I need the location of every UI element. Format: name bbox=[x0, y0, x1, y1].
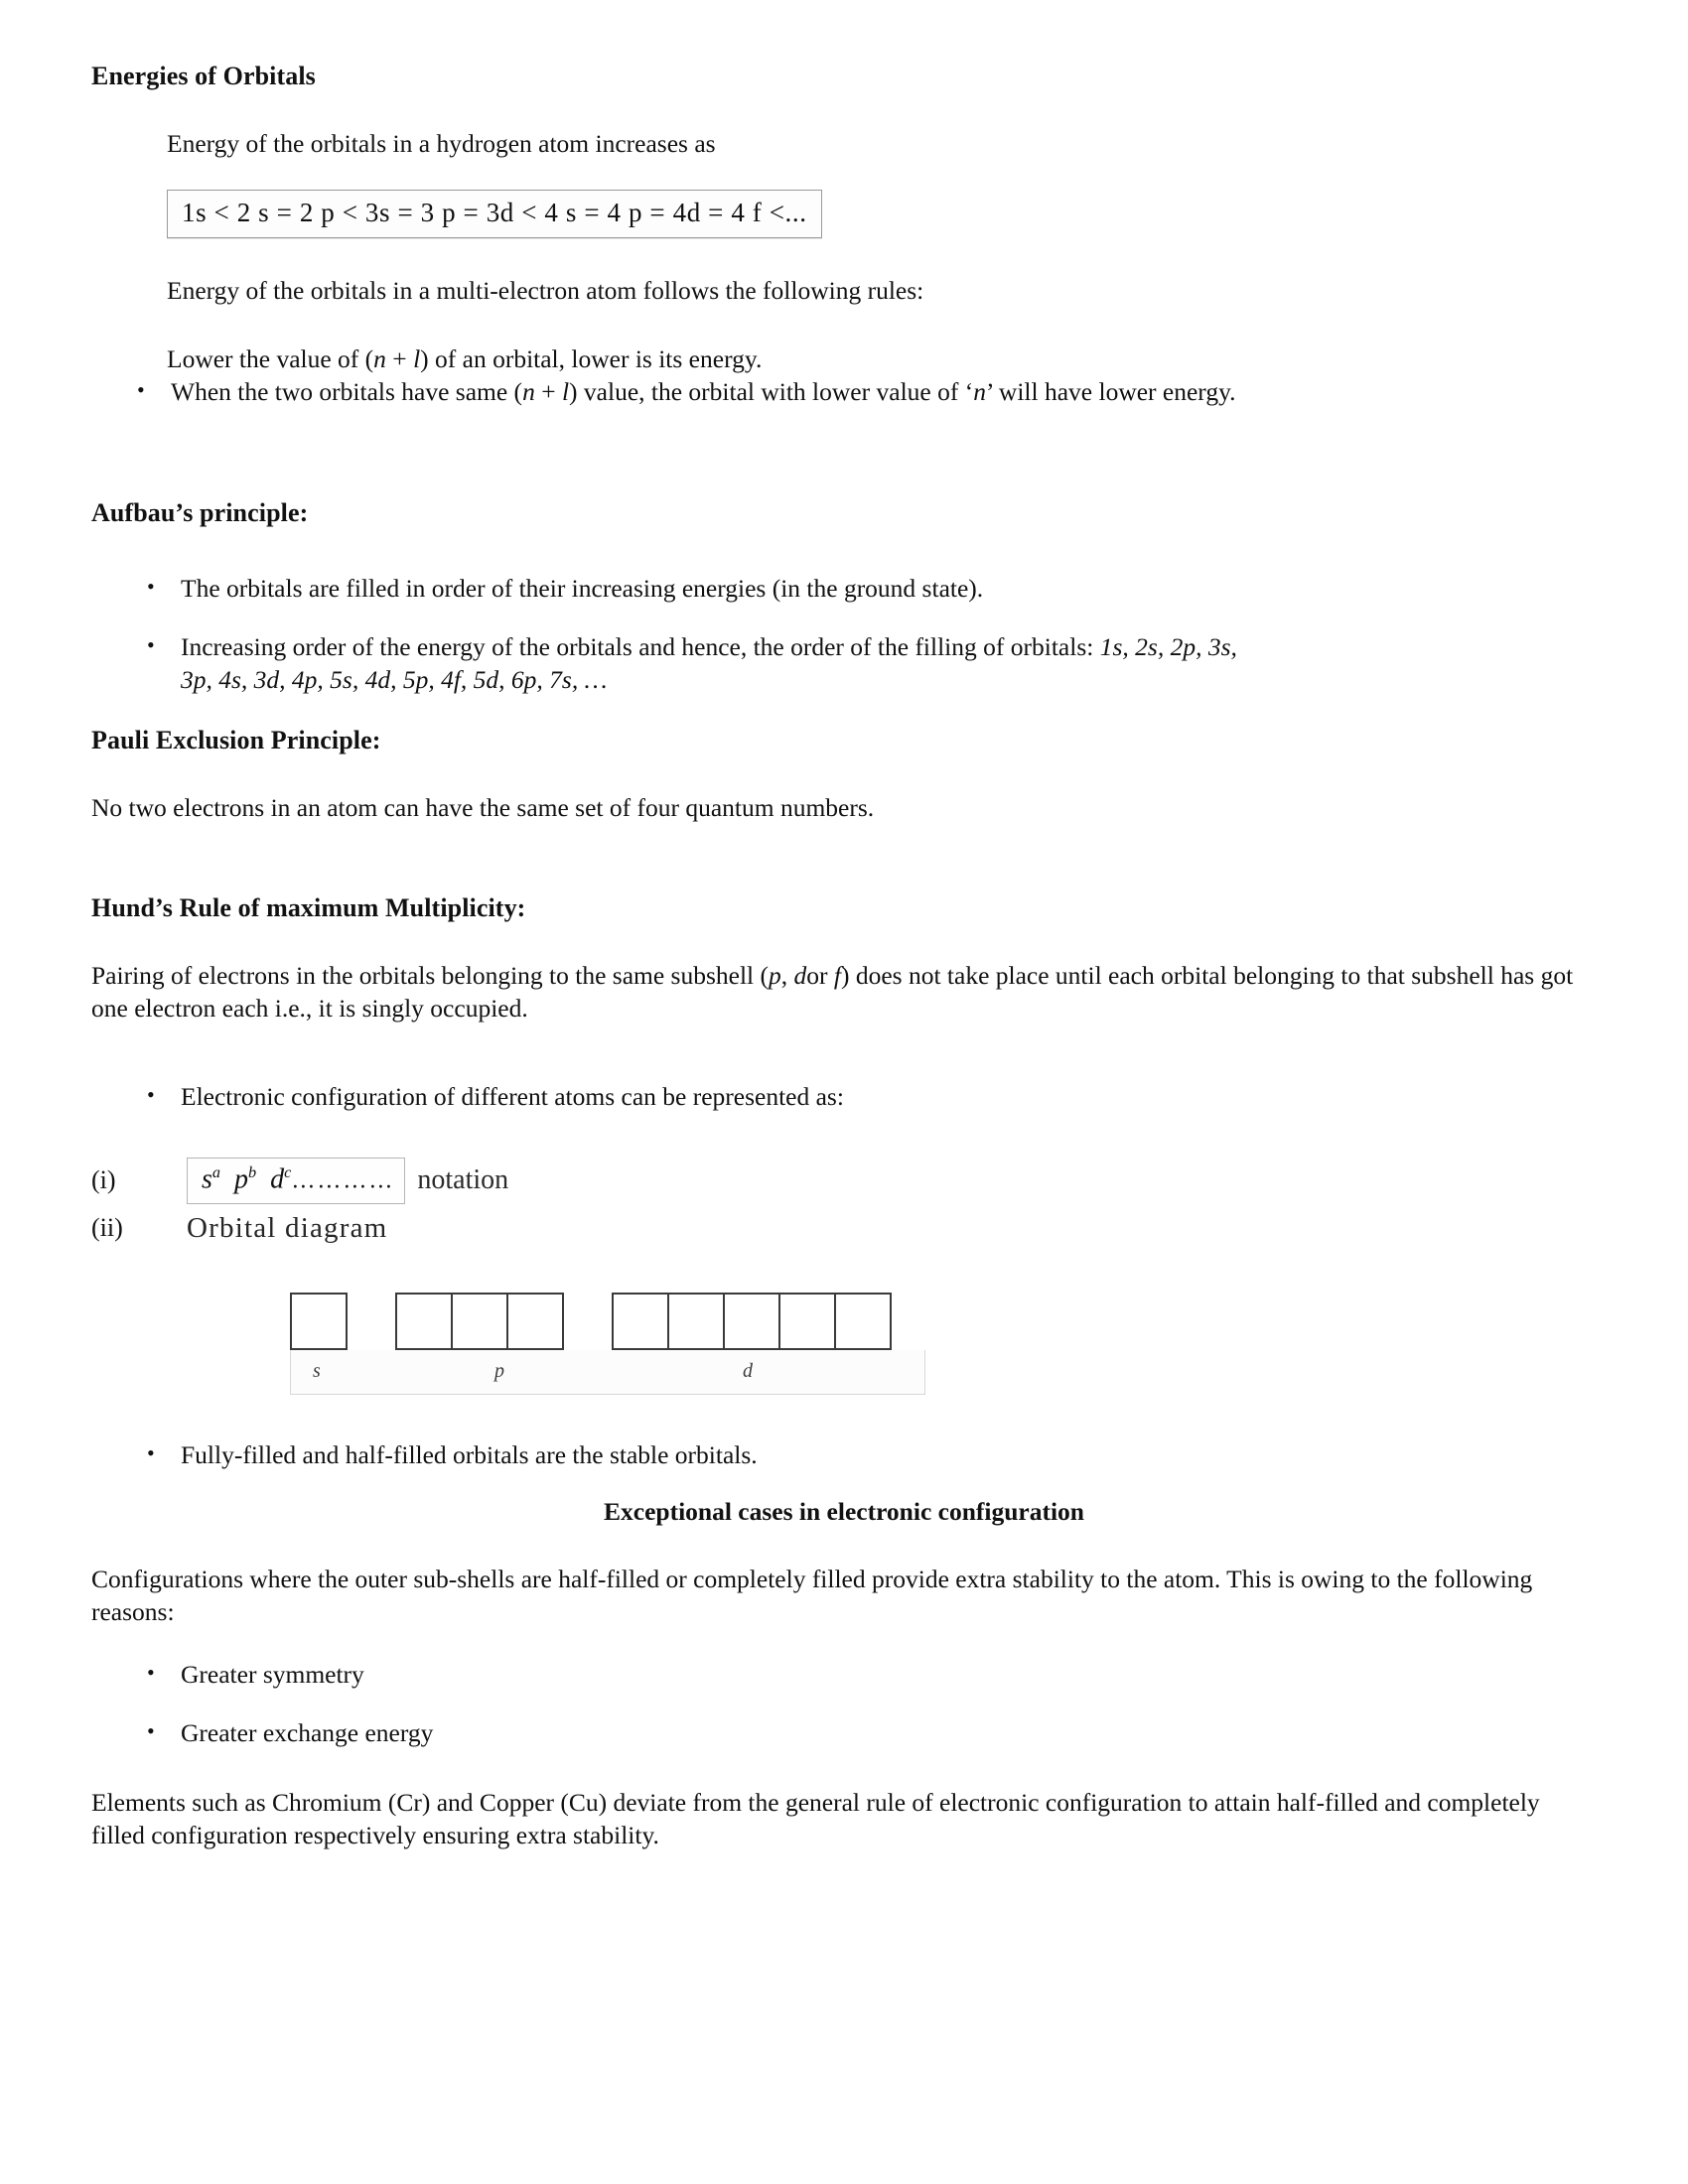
hund-body-f: f bbox=[833, 961, 841, 991]
hund-body-post: ) does not take place until each orbital belonging to that subshell has got one electron each i.e., it is singly occupied. bbox=[91, 961, 1574, 1024]
spacer bbox=[91, 696, 1597, 726]
heading-aufbau-principle: Aufbau’s principle: bbox=[91, 497, 309, 527]
aufbau-bullet-2-text: Increasing order of the energy of the orbitals and hence, the order of the filling of orbitals: bbox=[181, 631, 1100, 661]
spacer bbox=[91, 528, 1597, 572]
paragraph-exceptional-intro: Configurations where the outer sub-shells are half-filled or completely filled provide extra stability to the atom. This is owing to the following reasons: bbox=[91, 1565, 1533, 1627]
spacer bbox=[91, 824, 1597, 893]
bullet-electronic-configuration-representation: • Electronic configuration of different atoms can be represented as: bbox=[139, 1080, 1597, 1113]
heading-hunds-rule: Hund’s Rule of maximum Multiplicity: bbox=[91, 893, 526, 923]
reason-greater-exchange-energy: • Greater exchange energy bbox=[139, 1716, 1597, 1749]
spacer bbox=[91, 923, 1597, 959]
notation-formula-box bbox=[187, 1158, 405, 1204]
spacer bbox=[91, 91, 1597, 127]
orbital-group-s bbox=[290, 1293, 348, 1350]
rule-2-nn: n bbox=[973, 377, 986, 407]
spacer bbox=[91, 1527, 1597, 1563]
equation-orbital-energy-order bbox=[167, 190, 822, 238]
notation-dots: ………… bbox=[291, 1166, 395, 1193]
orbital-cell bbox=[667, 1293, 725, 1350]
orbital-diagram-labels bbox=[290, 1350, 925, 1395]
notation-label-ii: (ii) bbox=[91, 1213, 123, 1243]
reason-greater-symmetry: • Greater symmetry bbox=[139, 1658, 1597, 1691]
hund-body-pre: Pairing of electrons in the orbitals belonging to the same subshell ( bbox=[91, 961, 769, 991]
spacer bbox=[91, 1114, 1597, 1158]
notation-s-exponent: a bbox=[211, 1162, 221, 1181]
notation-d-exponent: c bbox=[284, 1162, 292, 1181]
orbital-cell bbox=[451, 1293, 508, 1350]
hund-body-d: d bbox=[793, 961, 807, 991]
orbital-label-p: p bbox=[494, 1359, 504, 1382]
rule-lower-n-plus-l bbox=[167, 342, 1597, 375]
aufbau-order-line-2: 3p, 4s, 3d, 4p, 5s, 4d, 5p, 4f, 5d, 6p, 7s, … bbox=[181, 664, 608, 694]
rule-same-n-plus-l bbox=[129, 375, 1597, 408]
rule-1-pre: Lower the value of ( bbox=[167, 344, 374, 374]
heading-exceptional-cases: Exceptional cases in electronic configuration bbox=[604, 1497, 1084, 1527]
spacer bbox=[91, 1395, 1597, 1438]
notation-after-label: notation bbox=[417, 1164, 509, 1196]
hund-body-or: or bbox=[806, 961, 834, 991]
rule-2-post: ’ will have lower energy. bbox=[985, 377, 1236, 407]
orbital-cell bbox=[723, 1293, 780, 1350]
reasons-bullet-list bbox=[139, 1658, 1597, 1749]
bullet-fully-half-filled-stable: • Fully-filled and half-filled orbitals are the stable orbitals. bbox=[139, 1438, 1597, 1471]
rule-2-n: n bbox=[522, 377, 535, 407]
spacer bbox=[91, 1245, 1597, 1289]
orbital-cell bbox=[778, 1293, 836, 1350]
orbital-label-s: s bbox=[313, 1359, 321, 1382]
orbital-cell bbox=[612, 1293, 669, 1350]
notation-s: s bbox=[202, 1162, 212, 1194]
spacer bbox=[91, 1628, 1597, 1658]
heading-energies-of-orbitals: Energies of Orbitals bbox=[91, 62, 316, 90]
paragraph-multielectron-intro: Energy of the orbitals in a multi-electron atom follows the following rules: bbox=[167, 276, 924, 306]
spacer bbox=[91, 160, 1597, 190]
spacer bbox=[91, 1024, 1597, 1080]
orbital-cell bbox=[395, 1293, 453, 1350]
notation-row-ii bbox=[91, 1212, 1597, 1245]
orbital-group-p bbox=[395, 1293, 564, 1350]
stable-orbitals-bullet-list bbox=[139, 1438, 1597, 1471]
rules-bullet-list bbox=[129, 375, 1597, 408]
rule-1-l: l bbox=[413, 344, 421, 374]
spacer bbox=[91, 755, 1597, 791]
notation-p: p bbox=[234, 1162, 249, 1194]
notation-p-exponent: b bbox=[248, 1162, 257, 1181]
orbital-diagram-cells bbox=[290, 1289, 925, 1350]
spacer bbox=[91, 1750, 1597, 1786]
orbital-cell bbox=[290, 1293, 348, 1350]
paragraph-chromium-copper: Elements such as Chromium (Cr) and Copper (Cu) deviate from the general rule of electronic configuration to attain half-filled and completely filled configuration respectively ensuring extra stability. bbox=[91, 1787, 1540, 1849]
hund-body-comma: , bbox=[780, 961, 794, 991]
paragraph-hydrogen-intro: Energy of the orbitals in a hydrogen atom increases as bbox=[167, 129, 716, 158]
hund-body-p: p bbox=[769, 961, 781, 991]
equation-text: 1s < 2 s = 2 p < 3s = 3 p = 3d < 4 s = 4 p = 4d = 4 f <... bbox=[182, 198, 807, 228]
paragraph-pauli-body: No two electrons in an atom can have the same set of four quantum numbers. bbox=[91, 792, 875, 822]
rule-1-post: ) of an orbital, lower is its energy. bbox=[420, 344, 763, 374]
spacer bbox=[139, 1691, 1597, 1716]
orbital-cell bbox=[834, 1293, 892, 1350]
spacer bbox=[91, 1204, 1597, 1212]
aufbau-order-line-1: 1s, 2s, 2p, 3s, bbox=[1099, 631, 1237, 661]
orbital-cell bbox=[506, 1293, 564, 1350]
spacer bbox=[91, 409, 1597, 498]
notation-label-i: (i) bbox=[91, 1165, 116, 1195]
rule-1-plus: + bbox=[385, 344, 414, 374]
aufbau-bullet-2 bbox=[139, 630, 1597, 696]
spacer bbox=[91, 307, 1597, 342]
rule-2-pre: When the two orbitals have same ( bbox=[171, 377, 523, 407]
spacer bbox=[91, 1471, 1597, 1497]
aufbau-bullet-list bbox=[139, 572, 1597, 696]
notation-row-i bbox=[91, 1158, 1597, 1204]
rule-2-l: l bbox=[561, 377, 570, 407]
notation-orbital-diagram-label: Orbital diagram bbox=[187, 1211, 388, 1244]
paragraph-hund-body bbox=[91, 959, 1597, 1024]
spacer bbox=[139, 605, 1597, 630]
notation-d: d bbox=[270, 1162, 285, 1194]
orbital-diagram bbox=[290, 1289, 925, 1395]
spacer bbox=[91, 238, 1597, 274]
rule-1-n: n bbox=[373, 344, 386, 374]
heading-pauli-exclusion-principle: Pauli Exclusion Principle: bbox=[91, 725, 381, 754]
rule-2-mid: ) value, the orbital with lower value of ‘ bbox=[569, 377, 974, 407]
orbital-label-d: d bbox=[743, 1359, 753, 1382]
rule-2-plus: + bbox=[534, 377, 562, 407]
aufbau-bullet-1: • The orbitals are filled in order of their increasing energies (in the ground state). bbox=[139, 572, 1597, 605]
representation-bullet-list bbox=[139, 1080, 1597, 1113]
orbital-group-d bbox=[612, 1293, 892, 1350]
